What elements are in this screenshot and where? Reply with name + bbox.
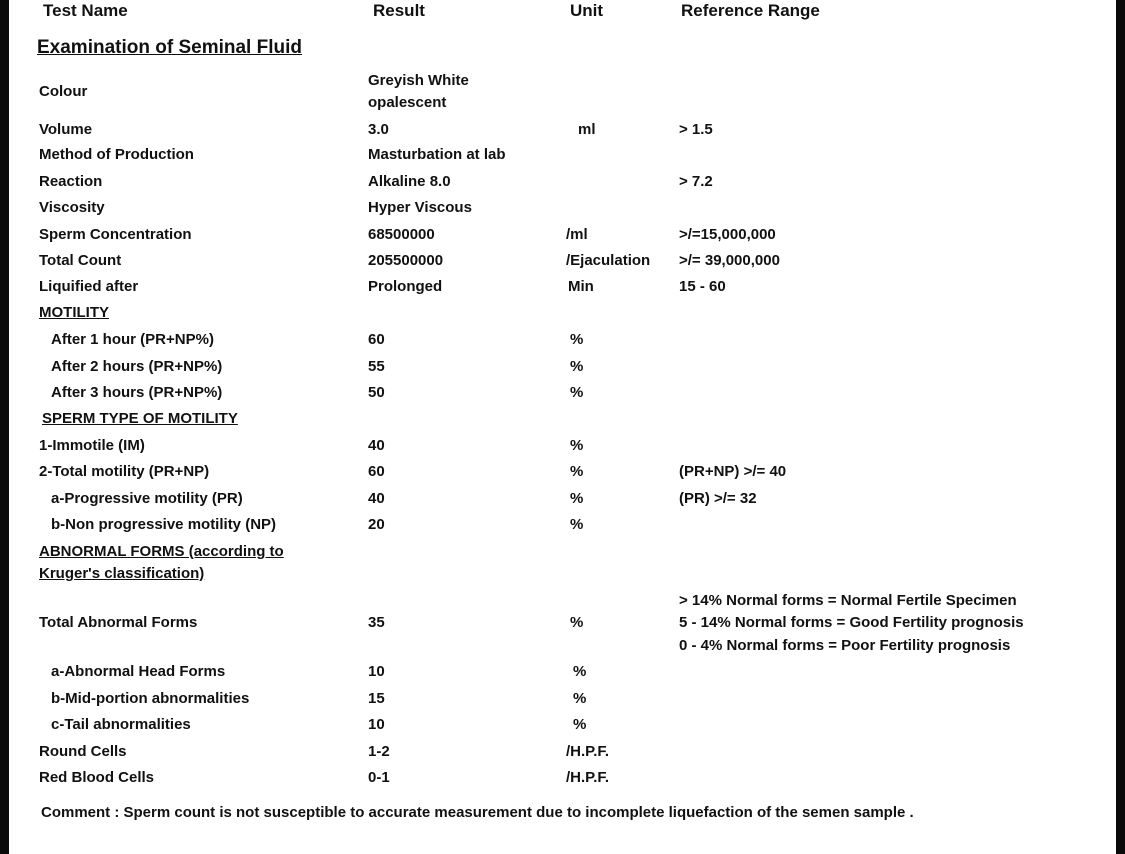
abnormal-mid-unit: % (573, 690, 587, 707)
total-count-ref: >/= 39,000,000 (679, 252, 780, 269)
round-cells-unit: /H.P.F. (566, 743, 610, 760)
right-border (1116, 0, 1125, 854)
total-motility-unit: % (570, 463, 584, 480)
reaction-ref: > 7.2 (679, 173, 713, 190)
abnormal-ref-line1: > 14% Normal forms = Normal Fertile Specimen (679, 592, 1017, 609)
abnormal-head-label: a-Abnormal Head Forms (51, 663, 226, 680)
left-border (0, 0, 9, 854)
abnormal-mid-label: b-Mid-portion abnormalities (51, 690, 250, 707)
viscosity-result: Hyper Viscous (368, 199, 472, 216)
volume-ref: > 1.5 (679, 121, 713, 138)
abnormal-tail-unit: % (573, 716, 587, 733)
motility-after1-unit: % (570, 331, 584, 348)
liquified-result: Prolonged (368, 278, 443, 295)
abnormal-tail-result: 10 (368, 716, 385, 733)
header-unit: Unit (570, 1, 604, 20)
liquified-unit: Min (568, 278, 594, 295)
motility-after1-label: After 1 hour (PR+NP%) (51, 331, 214, 348)
method-result: Masturbation at lab (368, 146, 506, 163)
abnormal-tail-label: c-Tail abnormalities (51, 716, 191, 733)
total-motility-result: 60 (368, 463, 385, 480)
header-test-name: Test Name (43, 1, 128, 20)
motility-after2-result: 55 (368, 358, 385, 375)
method-label: Method of Production (39, 146, 194, 163)
motility-after1-result: 60 (368, 331, 385, 348)
concentration-label: Sperm Concentration (39, 226, 192, 243)
liquified-label: Liquified after (39, 278, 139, 295)
sperm-type-heading: SPERM TYPE OF MOTILITY (42, 410, 238, 427)
abnormal-ref-line2: 5 - 14% Normal forms = Good Fertility prognosis (679, 614, 1024, 631)
reaction-result: Alkaline 8.0 (368, 173, 451, 190)
concentration-result: 68500000 (368, 226, 435, 243)
round-cells-label: Round Cells (39, 743, 127, 760)
non-progressive-result: 20 (368, 516, 385, 533)
volume-result: 3.0 (368, 121, 389, 138)
motility-after3-label: After 3 hours (PR+NP%) (51, 384, 223, 401)
header-result: Result (373, 1, 425, 20)
total-abnormal-label: Total Abnormal Forms (39, 614, 198, 631)
total-count-unit: /Ejaculation (566, 252, 651, 269)
total-count-label: Total Count (39, 252, 122, 269)
immotile-label: 1-Immotile (IM) (39, 437, 145, 454)
reaction-label: Reaction (39, 173, 103, 190)
progressive-label: a-Progressive motility (PR) (51, 490, 243, 507)
progressive-unit: % (570, 490, 584, 507)
rbc-label: Red Blood Cells (39, 769, 155, 786)
comment: Comment : Sperm count is not susceptible to accurate measurement due to incomplete liquefaction of the semen sample . (41, 804, 914, 821)
rbc-unit: /H.P.F. (566, 769, 610, 786)
motility-after3-result: 50 (368, 384, 385, 401)
concentration-unit: /ml (566, 226, 588, 243)
motility-after3-unit: % (570, 384, 584, 401)
total-count-result: 205500000 (368, 252, 444, 269)
colour-result-line1: Greyish White (368, 72, 469, 89)
concentration-ref: >/=15,000,000 (679, 226, 776, 243)
non-progressive-unit: % (570, 516, 584, 533)
progressive-result: 40 (368, 490, 385, 507)
abnormal-mid-result: 15 (368, 690, 385, 707)
rbc-result: 0-1 (368, 769, 390, 786)
total-abnormal-result: 35 (368, 614, 385, 631)
motility-heading: MOTILITY (39, 304, 109, 321)
colour-result-line2: opalescent (368, 94, 447, 111)
total-motility-label: 2-Total motility (PR+NP) (39, 463, 210, 480)
viscosity-label: Viscosity (39, 199, 105, 216)
section-title: Examination of Seminal Fluid (37, 37, 302, 58)
volume-unit: ml (578, 121, 596, 138)
header-reference-range: Reference Range (681, 1, 820, 20)
abnormal-head-result: 10 (368, 663, 385, 680)
non-progressive-label: b-Non progressive motility (NP) (51, 516, 277, 533)
total-abnormal-unit: % (570, 614, 584, 631)
round-cells-result: 1-2 (368, 743, 390, 760)
motility-after2-unit: % (570, 358, 584, 375)
volume-label: Volume (39, 121, 93, 138)
abnormal-heading-line2: Kruger's classification) (39, 565, 205, 582)
motility-after2-label: After 2 hours (PR+NP%) (51, 358, 223, 375)
progressive-ref: (PR) >/= 32 (679, 490, 757, 507)
liquified-ref: 15 - 60 (679, 278, 726, 295)
immotile-result: 40 (368, 437, 385, 454)
abnormal-head-unit: % (573, 663, 587, 680)
abnormal-ref-line3: 0 - 4% Normal forms = Poor Fertility prognosis (679, 637, 1011, 654)
immotile-unit: % (570, 437, 584, 454)
abnormal-heading-line1: ABNORMAL FORMS (according to (39, 543, 284, 560)
total-motility-ref: (PR+NP) >/= 40 (679, 463, 787, 480)
colour-label: Colour (39, 83, 88, 100)
